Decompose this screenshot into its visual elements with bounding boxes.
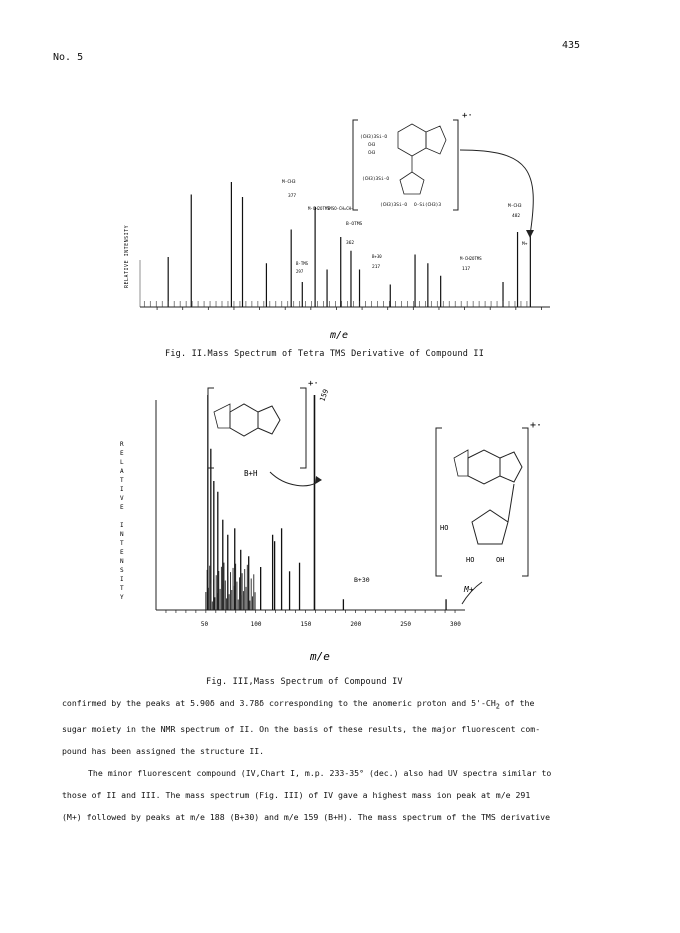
paragraph-1-line-2: sugar moiety in the NMR spectrum of II. On the basis of these results, the major fluorescent com-	[62, 723, 541, 734]
fig2-ylabel: RELATIVE INTENSITY	[124, 224, 130, 288]
fig3-ylabel-letter: T	[120, 477, 124, 484]
svg-text:(CH3)3Si-O: (CH3)3Si-O	[360, 135, 388, 140]
svg-text:(CH3)3Si-O: (CH3)3Si-O	[362, 177, 390, 182]
fig3-ylabel-letter: N	[120, 531, 124, 538]
fig3-ticks	[166, 610, 461, 628]
fig2-label-tmso: TMSO-CH=CH—	[327, 206, 354, 211]
fig2-arrow	[460, 150, 533, 235]
fig2-label-btms: B-TMS	[296, 261, 309, 266]
paragraph-1-line-1: confirmed by the peaks at 5.90δ and 3.78δ corresponding to the anomeric proton and $5'-CH_2$ of the	[62, 698, 535, 711]
fig3-ylabel-letter: E	[120, 504, 124, 511]
fig3-label-mplus: M+	[464, 585, 474, 594]
fig3-ylabel-letter: L	[120, 459, 124, 466]
fig2-label-tms: B-OTMS	[346, 222, 363, 227]
figure-2-caption: Fig. II.Mass Spectrum of Tetra TMS Derivative of Compound II	[165, 349, 485, 359]
fig2-radical-sign: +·	[462, 111, 473, 121]
fig3-ylabel-letter: T	[120, 585, 124, 592]
fig3-ylabel-letter: S	[120, 567, 124, 574]
fig3-ylabel-letter: I	[120, 486, 124, 493]
figure-2-mass-spectrum	[110, 110, 570, 345]
fig3-ylabel-letter: N	[120, 558, 124, 565]
fig3-tick-label: 50	[200, 621, 209, 628]
fig3-nucleoside-structure	[436, 420, 542, 576]
fig2-label-mch3-top: M-CH3	[508, 204, 522, 209]
fig2-label-mtms-val: 117	[462, 267, 471, 272]
fig2-label-tms-val: 362	[346, 241, 355, 246]
figure-3-caption: Fig. III,Mass Spectrum of Compound IV	[206, 677, 403, 687]
svg-text:HO: HO	[440, 524, 449, 532]
fig3-label-b30: B+30	[354, 576, 370, 584]
fig3-ylabel-letter: V	[120, 495, 124, 502]
svg-text:CH3: CH3	[368, 142, 376, 147]
fig2-xlabel: m/e	[330, 330, 349, 341]
fig3-ylabel	[120, 441, 124, 601]
svg-text:+·: +·	[308, 379, 319, 389]
fig3-tick-label: 300	[450, 621, 461, 628]
fig3-tick-label: 150	[300, 621, 312, 628]
fig2-label-b-val: 217	[372, 265, 381, 270]
fig3-bh-label: B+H	[244, 469, 258, 478]
fig3-ylabel-letter: I	[120, 522, 124, 529]
svg-text:(CH3)3Si-O: (CH3)3Si-O	[380, 203, 408, 208]
paragraph-2-line-2: those of II and III. The mass spectrum (Fig. III) of IV gave a highest mass ion peak at m/e 291	[62, 789, 531, 800]
fig3-bars	[206, 395, 449, 610]
fig2-tms-structure	[353, 111, 473, 210]
fig2-bars	[144, 182, 530, 307]
journal-number: No. 5	[53, 52, 84, 63]
fig3-arrow-bh	[270, 472, 320, 486]
svg-text:CH3: CH3	[368, 150, 376, 155]
fig2-arrowhead	[526, 230, 534, 238]
fig3-ylabel-letter: I	[120, 576, 124, 583]
figure-3-mass-spectrum	[110, 372, 570, 672]
fig3-ylabel-letter: Y	[120, 594, 124, 601]
fig2-label-btms-val: 297	[296, 269, 304, 274]
svg-text:O-Si(CH3)3: O-Si(CH3)3	[414, 203, 442, 208]
fig2-label-mch2: M-CH2OTMS	[308, 206, 330, 211]
fig2-label-b30: B+30	[372, 254, 382, 259]
paragraph-2-line-3: (M+) followed by peaks at m/e 188 (B+30) and m/e 159 (B+H). The mass spectrum of the TMS derivative	[62, 811, 550, 822]
paragraph-2-line-1: The minor fluorescent compound (IV,Chart I, m.p. 233-35° (dec.) also had UV spectra similar to	[88, 767, 552, 778]
fig2-label-mch3-val: 377	[288, 194, 297, 199]
fig3-tick-label: 200	[350, 621, 362, 628]
fig3-ylabel-letter: R	[120, 441, 124, 448]
fig3-ylabel-letter: E	[120, 549, 124, 556]
fig3-tick-label: 100	[250, 621, 262, 628]
body-text	[62, 692, 642, 828]
fig3-bh-structure	[208, 379, 319, 478]
fig3-xlabel: m/e	[310, 650, 330, 663]
fig2-label-mch3: M-CH3	[282, 180, 296, 185]
fig3-ylabel-letter: E	[120, 450, 124, 457]
svg-text:+·: +·	[530, 420, 543, 431]
fig3-tick-label: 250	[400, 621, 412, 628]
page-number: 435	[562, 40, 581, 51]
fig2-label-mtms: M-CH2OTMS	[460, 256, 482, 261]
svg-text:HO: HO	[466, 556, 475, 564]
fig2-label-mch3-top-val: 482	[512, 214, 521, 219]
svg-text:OH: OH	[496, 556, 505, 564]
fig3-ylabel-letter: A	[120, 468, 124, 475]
fig2-label-mplus: M+	[522, 242, 528, 247]
fig3-ylabel-letter: T	[120, 540, 124, 547]
paragraph-1-line-3: pound has been assigned the structure II.	[62, 745, 265, 756]
fig3-label-159: 159	[318, 388, 331, 403]
